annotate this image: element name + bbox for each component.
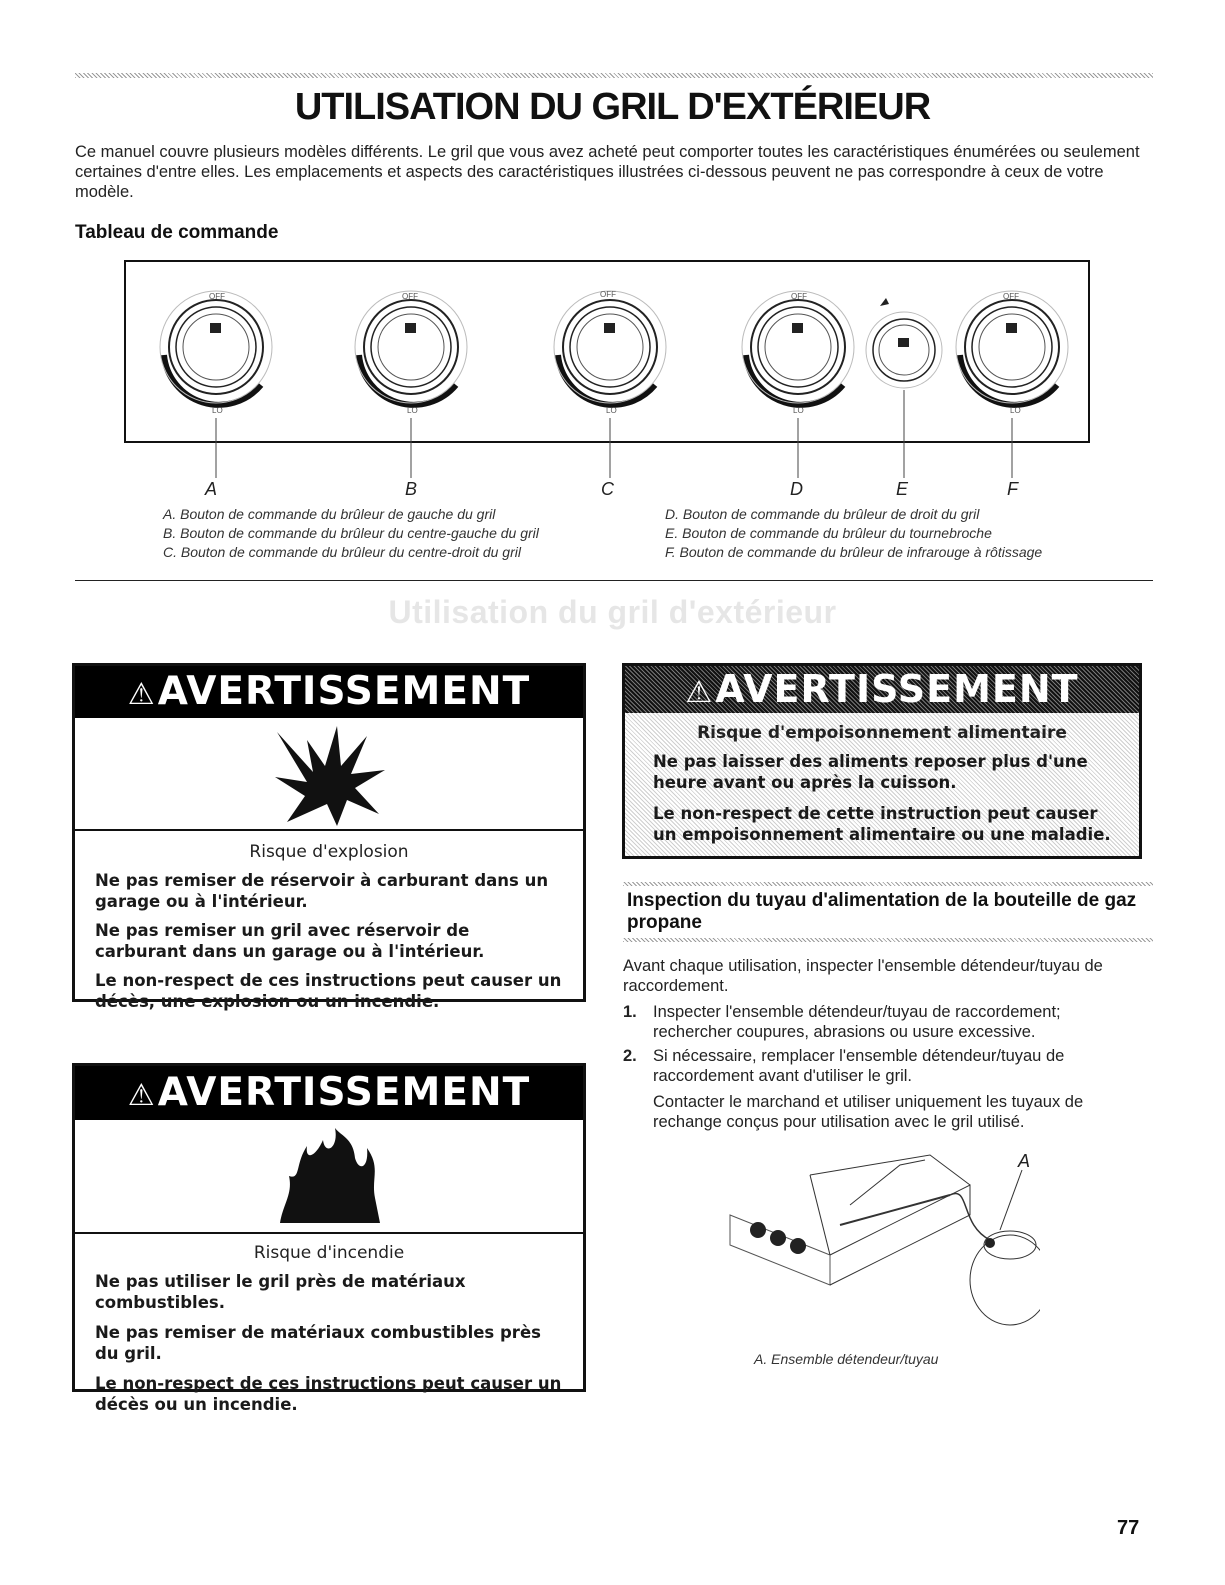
warning-triangle-icon: ⚠ (127, 1078, 156, 1113)
fire-icon-area (75, 1120, 583, 1234)
grill-propane-illustration (700, 1145, 1040, 1345)
inspection-intro: Avant chaque utilisation, inspecter l'ensemble détendeur/tuyau de raccordement. (623, 957, 1103, 995)
step-1 (623, 1002, 1133, 1042)
warning-fire (72, 1063, 586, 1414)
off-label: OFF (600, 290, 616, 299)
off-label: OFF (791, 292, 807, 301)
legend-f: F. Bouton de commande du brûleur de infrarouge à rôtissage (665, 544, 1043, 560)
step-number: 1. (623, 1003, 637, 1021)
risk-title: Risque d'incendie (253, 1243, 405, 1263)
step-number: 2. (623, 1047, 637, 1065)
figure-label-a: A (1018, 1151, 1031, 1171)
legend-e: E. Bouton de commande du brûleur du tournebroche (665, 525, 992, 541)
label-a: A (205, 479, 218, 499)
lo-label: LO (1010, 406, 1021, 415)
warning-explosion (72, 663, 586, 1011)
label-b: B (405, 479, 418, 499)
off-label: OFF (402, 292, 418, 301)
risk-title: Risque d'empoisonnement alimentaire (697, 723, 1067, 743)
warning-line: Le non-respect de cette instruction peut causer un empoisonnement alimentaire ou une maladie. (653, 804, 1111, 844)
warning-line: Ne pas laisser des aliments reposer plus d'une heure avant ou après la cuisson. (653, 752, 1088, 792)
figure-caption: A. Ensemble détendeur/tuyau (754, 1351, 939, 1367)
warning-line: Ne pas utiliser le gril près de matériaux combustibles. (95, 1272, 466, 1312)
step-text: Si nécessaire, remplacer l'ensemble détendeur/tuyau de raccordement avant d'utiliser le gril. (653, 1047, 1065, 1085)
legend-d: D. Bouton de commande du brûleur de droit du gril (665, 506, 980, 522)
inspection-heading: Inspection du tuyau d'alimentation de la bouteille de gaz propane (627, 890, 1137, 933)
warning-line: Le non-respect de ces instructions peut causer un décès, une explosion ou un incendie. (95, 971, 562, 1011)
lo-label: LO (606, 406, 617, 415)
legend-c: C. Bouton de commande du brûleur du centre-droit du gril (163, 544, 521, 560)
warning-header: ⚠AVERTISSEMENT (625, 666, 1139, 713)
warning-triangle-icon: ⚠ (685, 675, 714, 710)
inspection-rule-bottom (623, 938, 1153, 942)
section-subtitle: Utilisation du gril d'extérieur (388, 594, 837, 630)
warning-line: Ne pas remiser un gril avec réservoir de carburant dans un garage ou à l'intérieur. (95, 921, 485, 961)
warning-line: Ne pas remiser de matériaux combustibles près du gril. (95, 1323, 541, 1363)
label-d: D (790, 479, 803, 499)
step-text: Inspecter l'ensemble détendeur/tuyau de raccordement; rechercher coupures, abrasions ou usure excessive. (653, 1003, 1061, 1041)
warning-triangle-icon: ⚠ (127, 677, 156, 712)
section-divider (75, 580, 1153, 581)
legend-a: A. Bouton de commande du brûleur de gauche du gril (163, 506, 496, 522)
lo-label: LO (793, 406, 804, 415)
inspection-note: Contacter le marchand et utiliser uniquement les tuyaux de rechange conçus pour utilisation avec le gril utilisé. (653, 1093, 1084, 1131)
off-label: OFF (1003, 292, 1019, 301)
step-2 (623, 1046, 1133, 1086)
lo-label: LO (212, 406, 223, 415)
page-number: 77 (1117, 1517, 1140, 1539)
leader-lines (0, 0, 1225, 500)
label-e: E (896, 479, 909, 499)
fire-icon (275, 1128, 385, 1228)
warning-food-poisoning (622, 663, 1142, 859)
warning-line: Le non-respect de ces instructions peut causer un décès ou un incendie. (95, 1374, 562, 1414)
intro-paragraph: Ce manuel couvre plusieurs modèles différents. Le gril que vous avez acheté peut comporter toutes les caractéristiques énumérées ou seulement certaines d'entre elles. Les emplacements et aspects des caractéristiques illustrées ci-dessous peuvent ne pas correspondre à ceux de votre modèle. (75, 143, 1140, 201)
warning-header: ⚠AVERTISSEMENT (75, 1066, 583, 1120)
warning-header: ⚠AVERTISSEMENT (75, 666, 583, 718)
lo-label: LO (407, 406, 418, 415)
inspection-rule-top (623, 882, 1153, 886)
off-label: OFF (209, 292, 225, 301)
label-f: F (1007, 479, 1018, 499)
risk-title: Risque d'explosion (249, 842, 409, 862)
legend-b: B. Bouton de commande du brûleur du centre-gauche du gril (163, 525, 539, 541)
control-panel-heading: Tableau de commande (75, 222, 279, 243)
explosion-icon (267, 722, 387, 826)
explosion-icon-area (75, 718, 583, 831)
warning-line: Ne pas remiser de réservoir à carburant dans un garage ou à l'intérieur. (95, 871, 549, 911)
label-c: C (601, 479, 614, 499)
page-title: UTILISATION DU GRIL D'EXTÉRIEUR (294, 86, 931, 128)
